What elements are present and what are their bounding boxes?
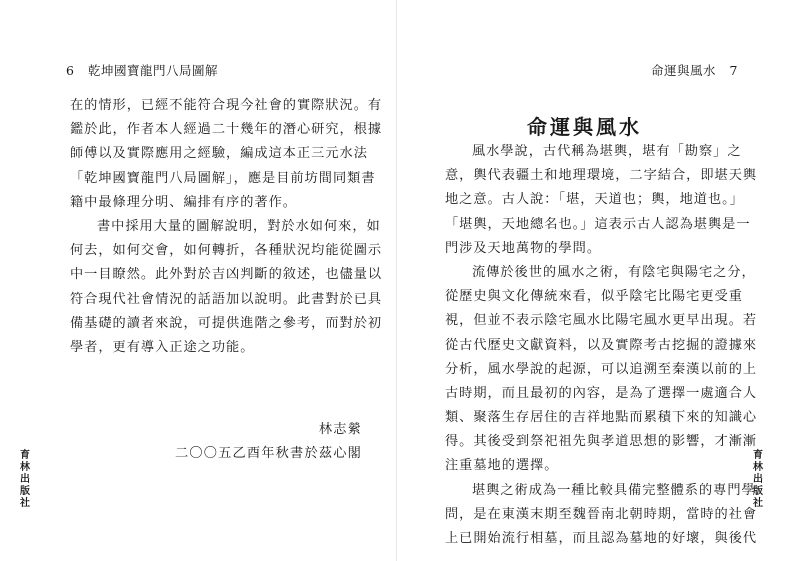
text-line: 何去，如何交會，如何轉折，各種狀況均能從圖示 — [70, 243, 383, 259]
text-line: 「堪輿，天地總名也。」這表示古人認為堪輿是一 — [445, 216, 751, 232]
text-line: 在的情形，已經不能符合現今社會的實際狀況。有 — [70, 98, 383, 113]
text-line: 中一目瞭然。此外對於吉凶判斷的敘述，也儘量以 — [70, 267, 383, 283]
left-body-text — [70, 94, 383, 360]
left-running-head-title: 乾坤國寶龍門八局圖解 — [87, 63, 218, 78]
right-running-head-title: 命運與風水 — [651, 63, 717, 78]
signature-name: 林志縈 — [318, 422, 362, 437]
left-page — [0, 0, 396, 561]
text-line: 堪輿之術成為一種比較具備完整體系的專門學 — [472, 482, 756, 498]
chapter-title: 命運與風水 — [527, 115, 642, 139]
text-line: 從古代歷史文獻資料，以及實際考古挖掘的證據來 — [445, 337, 758, 353]
text-line: 分析，風水學說的起源，可以追溯至秦漢以前的上 — [445, 361, 758, 377]
text-line: 風水學說，古代稱為堪輿，堪有「勘察」之 — [472, 144, 742, 159]
text-line: 師傅以及實際應用之經驗，編成這本正三元水法 — [70, 146, 368, 162]
text-line: 「乾坤國寶龍門八局圖解」，應是目前坊間同類書 — [70, 170, 376, 186]
right-running-head — [651, 61, 747, 79]
left-page-number: 6 — [66, 63, 75, 78]
text-line: 注重墓地的選擇。 — [445, 458, 559, 474]
left-running-head — [57, 61, 218, 79]
text-line: 意，輿代表疆土和地理環境，二字結合，即堪天輿 — [445, 168, 758, 184]
text-line: 古時期，而且最初的內容，是為了選擇一處適合人 — [445, 385, 758, 401]
text-line: 鑑於此，作者本人經過二十幾年的潛心研究，根據 — [70, 122, 383, 138]
text-line: 視，但並不表示陰宅風水比陽宅風水更早出現。若 — [445, 313, 758, 329]
right-page — [397, 0, 793, 561]
text-line: 籍中最條理分明、編排有序的著作。 — [70, 194, 297, 210]
text-line: 門涉及天地萬物的學問。 — [445, 240, 602, 256]
text-line: 類、聚落生存居住的吉祥地點而累積下來的知識心 — [445, 410, 758, 426]
publisher-imprint-right: 育林出版社 — [753, 450, 763, 509]
text-line: 上已開始流行相墓，而且認為墓地的好壞，與後代 — [445, 531, 758, 546]
text-line: 從歷史與文化傳統來看，似乎陰宅比陽宅更受重 — [445, 289, 743, 305]
right-page-number: 7 — [729, 63, 738, 78]
signature-date: 二〇〇五乙酉年秋書於茲心閣 — [174, 446, 362, 461]
text-line: 得。其後受到祭祀祖先與孝道思想的影響，才漸漸 — [445, 434, 758, 450]
text-line: 符合現代社會情況的話語加以說明。此書對於已具 — [70, 291, 383, 307]
text-line: 備基礎的讀者來說，可提供進階之參考，而對於初 — [70, 315, 383, 331]
publisher-imprint-left: 育林出版社 — [20, 450, 30, 509]
text-line: 流傳於後世的風水之術，有陰宅與陽宅之分， — [472, 264, 756, 280]
text-line: 書中採用大量的圖解說明，對於水如何來，如 — [97, 218, 381, 234]
text-line: 學者，更有導入正途之功能。 — [70, 339, 255, 355]
text-line: 問，是在東漢末期至魏晉南北朝時期，當時的社會 — [445, 506, 758, 522]
text-line: 地之意。古人說：「堪，天道也；輿，地道也。」 — [445, 192, 744, 208]
